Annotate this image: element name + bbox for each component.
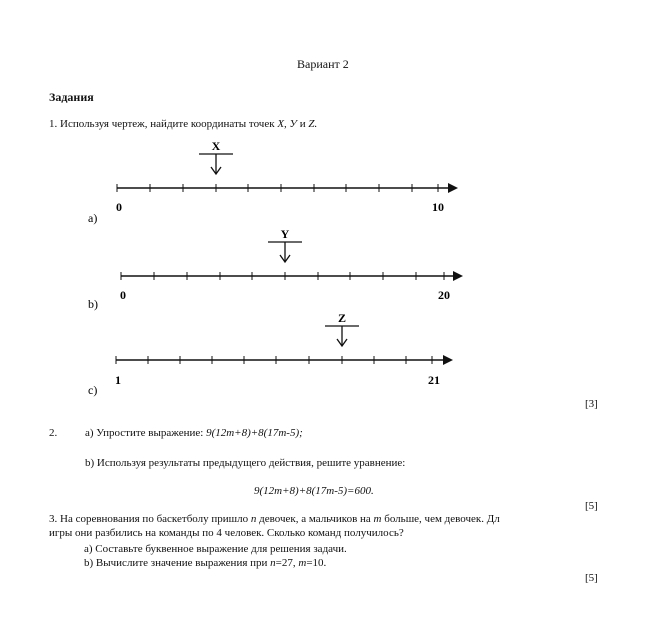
axis-a-arrowhead xyxy=(448,183,458,193)
task3-line2: игры они разбились на команды по 4 человек. Сколько команд получилось? xyxy=(49,527,404,539)
task1-var-x: X, xyxy=(277,118,287,130)
point-y-label: Y xyxy=(280,227,290,241)
task1-text xyxy=(49,118,317,130)
task3-line1-b: девочек, а мальчиков на xyxy=(259,513,371,525)
task3-var-n: n xyxy=(250,513,257,525)
axis-c-start: 1 xyxy=(115,373,121,387)
section-title: Задания xyxy=(49,90,94,104)
task2-part-a-expr: 9(12m+8)+8(17m-5); xyxy=(206,427,303,439)
task2-score: [5] xyxy=(585,500,598,512)
axis-b-end: 20 xyxy=(438,288,450,302)
axis-b-arrowhead xyxy=(453,271,463,281)
task3-part-b-n-val: =27, xyxy=(275,557,296,569)
task1-and: и xyxy=(299,118,306,130)
axis-c-arrowhead xyxy=(443,355,453,365)
task3-part-b-n: n xyxy=(270,557,276,569)
task1-prefix: 1. Используя чертеж, найдите координаты точек xyxy=(49,118,275,130)
task2-equation: 9(12m+8)+8(17m-5)=600. xyxy=(254,485,374,497)
axis-c-end: 21 xyxy=(428,373,440,387)
number-line-c xyxy=(0,302,648,402)
axis-a-start: 0 xyxy=(116,200,122,214)
line-c-label: c) xyxy=(88,383,98,397)
number-line-a xyxy=(0,130,648,230)
task3-part-b-prefix: b) Вычислите значение выражения при xyxy=(84,557,268,569)
line-b-label: b) xyxy=(88,297,98,311)
task3-part-b-m-val: =10. xyxy=(306,557,327,569)
axis-a-end: 10 xyxy=(432,200,444,214)
task3-line1-c: больше, чем девочек. Дл xyxy=(384,513,500,525)
task3-var-m: m xyxy=(373,513,382,525)
task2-part-a-label: a) Упростите выражение: xyxy=(85,427,204,439)
axis-b-start: 0 xyxy=(120,288,126,302)
task2-part-a xyxy=(85,427,303,439)
point-x-label: X xyxy=(211,139,221,153)
task3-line1 xyxy=(49,513,500,525)
task1-var-y: У xyxy=(289,118,297,130)
task3-score: [5] xyxy=(585,572,598,584)
task2-number: 2. xyxy=(49,427,58,439)
line-a-label: a) xyxy=(88,211,98,225)
task3-part-b xyxy=(84,557,326,569)
point-z-label: Z xyxy=(337,311,347,325)
task3-part-b-m: m xyxy=(298,557,307,569)
task2-part-b: b) Используя результаты предыдущего действия, решите уравнение: xyxy=(85,457,406,469)
task3-line1-a: 3. На соревнования по баскетболу пришло xyxy=(49,513,249,525)
task3-part-a: a) Составьте буквенное выражение для решения задачи. xyxy=(84,543,347,555)
variant-title: Вариант 2 xyxy=(297,57,349,71)
task1-var-z: Z. xyxy=(308,118,318,130)
task1-score: [3] xyxy=(585,398,598,410)
